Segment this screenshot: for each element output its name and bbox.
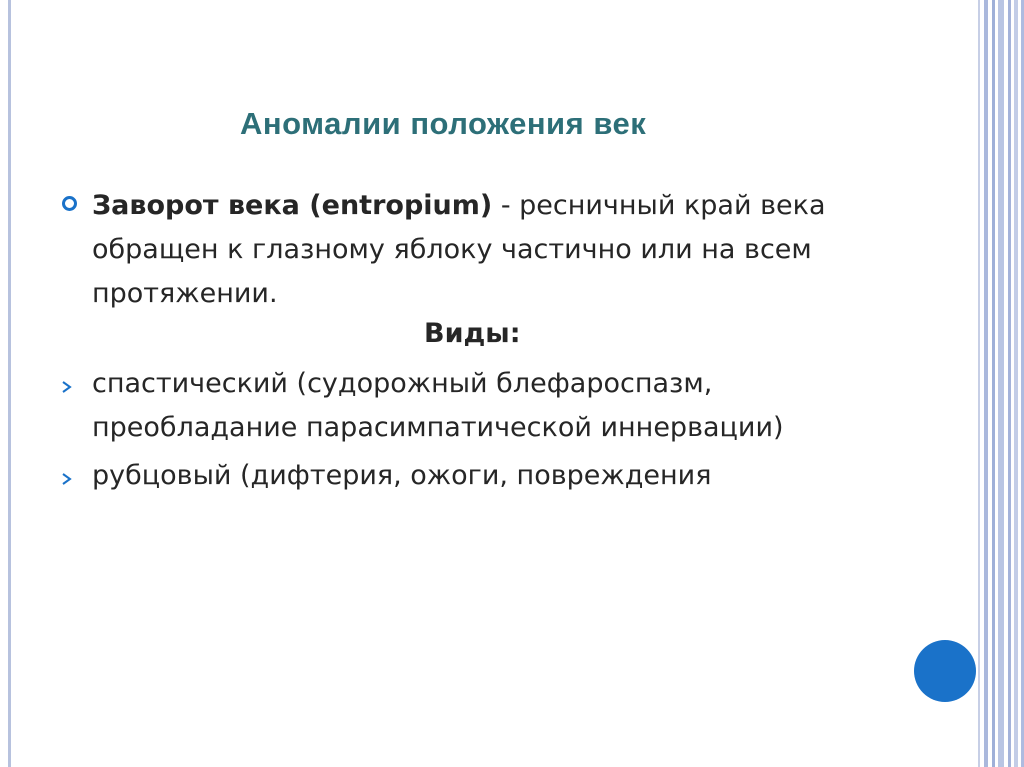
types-heading: Виды: — [424, 318, 521, 349]
definition-paragraph — [92, 184, 852, 316]
blue-circle-icon — [914, 640, 976, 702]
stripe — [998, 0, 1004, 767]
list-item: рубцовый (дифтерия, ожоги, повреждения — [92, 460, 712, 491]
right-stripes-decoration — [978, 0, 1024, 767]
ring-bullet-icon — [62, 196, 77, 211]
left-frame-border — [8, 0, 11, 767]
stripe — [984, 0, 988, 767]
slide-title: Аномалии положения век — [240, 106, 647, 141]
arrow-bullet-icon — [60, 380, 74, 394]
stripe — [1008, 0, 1011, 767]
list-item: спастический (судорожный блефароспазм, преобладание парасимпатической иннервации) — [92, 368, 784, 443]
stripe — [992, 0, 995, 767]
stripe — [1014, 0, 1018, 767]
stripe — [978, 0, 980, 767]
definition-text: - ресничный край века обращен к глазному яблоку частично или на всем протяжении. — [92, 190, 826, 309]
term-label: Заворот века (entropium) — [92, 190, 493, 221]
arrow-bullet-icon — [60, 472, 74, 486]
